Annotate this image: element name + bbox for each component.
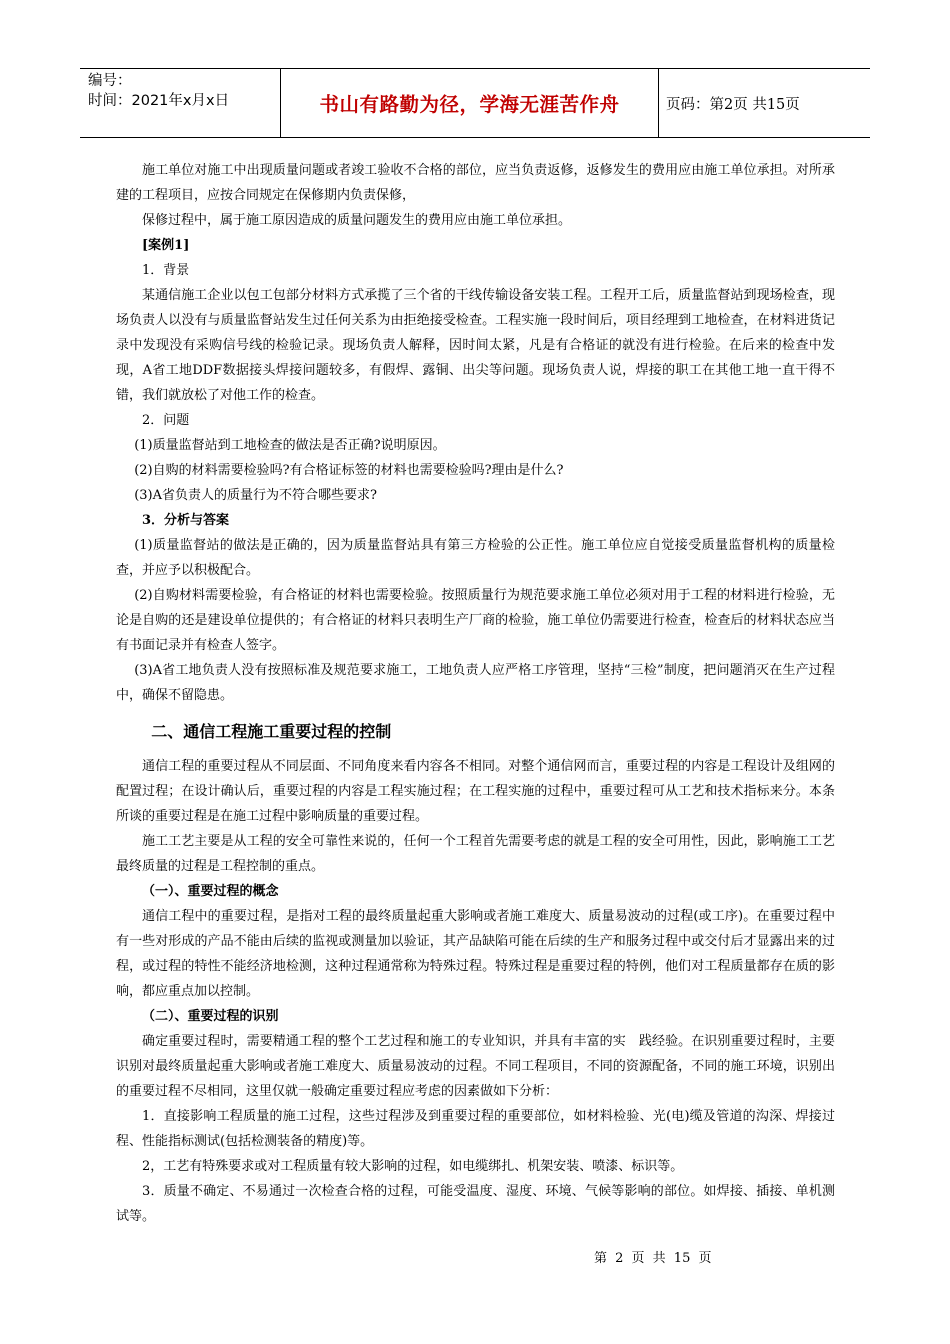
- factor-2: 2，工艺有特殊要求或对工程质量有较大影响的过程，如电缆绑扎、机架安装、喷漆、标识等。: [142, 1159, 684, 1174]
- answer-1: (1)质量监督站的做法是正确的，因为质量监督站具有第三方检验的公正性。施工单位应自觉接受质量监督机构的质量检查，并应予以积极配合。: [116, 538, 835, 578]
- header-page-info: 页码：第2页 共15页: [666, 96, 800, 113]
- page-header: [80, 68, 870, 138]
- question-title: 2．问题: [142, 413, 190, 428]
- background-title: 1．背景: [142, 263, 190, 278]
- section-title: 二、通信工程施工重要过程的控制: [151, 722, 392, 741]
- subsection-text-2: 确定重要过程时，需要精通工程的整个工艺过程和施工的专业知识，并具有丰富的实 践经验。在识别重要过程时，主要识别对最终质量起重大影响或者施工难度大、质量易波动的过程。不同工程项目，不同的资源配备，不同的施工环境，识别出的重要过程不尽相同，这里仅就一般确定重要过程应考虑的因素做如下分析：: [116, 1034, 835, 1099]
- factor-3: 3．质量不确定、不易通过一次检查合格的过程，可能受温度、湿度、环境、气候等影响的部位。如焊接、插接、单机测试等。: [116, 1184, 835, 1224]
- case-title: [案例1]: [142, 238, 190, 253]
- background-text: 某通信施工企业以包工包部分材料方式承揽了三个省的干线传输设备安装工程。工程开工后，质量监督站到现场检查，现场负责人以没有与质量监督站发生过任何关系为由拒绝接受检查。工程实施一段时间后，项目经理到工地检查，在材料进货记录中发现没有采购信号线的检验记录。现场负责人解释，因时间太紧，凡是有合格证的就没有进行检验。在后来的检查中发现，A省工地DDF数据接头焊接问题较多，有假焊、露铜、出尖等问题。现场负责人说，焊接的职工在其他工地一直干得不错，我们就放松了对他工作的检查。: [116, 288, 835, 403]
- factor-1: 1．直接影响工程质量的施工过程，这些过程涉及到重要过程的重要部位，如材料检验、光(电)缆及管道的沟深、焊接过程、性能指标测试(包括检测装备的精度)等。: [116, 1109, 835, 1149]
- answer-title: 3．分析与答案: [142, 513, 230, 528]
- paragraph: 施工单位对施工中出现质量问题或者竣工验收不合格的部位，应当负责返修，返修发生的费用应由施工单位承担。对所承建的工程项目，应按合同规定在保修期内负责保修，: [116, 163, 835, 203]
- subsection-title-2: （二）、重要过程的识别: [142, 1009, 279, 1024]
- question-3: (3)A省负责人的质量行为不符合哪些要求?: [134, 488, 377, 503]
- page-footer: 第 2 页 共 15 页: [594, 1251, 712, 1266]
- subsection-title-1: （一）、重要过程的概念: [142, 884, 279, 899]
- question-1: (1)质量监督站到工地检查的做法是否正确?说明原因。: [134, 438, 446, 453]
- header-meta-cell: [80, 69, 281, 137]
- header-motto: 书山有路勤为径，学海无涯苦作舟: [281, 69, 659, 137]
- section-paragraph-1: 通信工程的重要过程从不同层面、不同角度来看内容各不相同。对整个通信网而言，重要过程的内容是工程设计及组网的配置过程；在设计确认后，重要过程的内容是工程实施过程；在工程实施的过程中，重要过程可从工艺和技术指标来分。本条所谈的重要过程是在施工过程中影响质量的重要过程。: [116, 759, 835, 824]
- question-2: (2)自购的材料需要检验吗?有合格证标签的材料也需要检验吗?理由是什么?: [134, 463, 564, 478]
- paragraph: 保修过程中，属于施工原因造成的质量问题发生的费用应由施工单位承担。: [142, 213, 572, 228]
- time-label: 时间：2021年x月x日: [88, 93, 230, 109]
- serial-label: 编号：: [88, 73, 132, 89]
- answer-3: (3)A省工地负责人没有按照标准及规范要求施工，工地负责人应严格工序管理，坚持“三检”制度，把问题消灭在生产过程中，确保不留隐患。: [116, 663, 835, 703]
- answer-2: (2)自购材料需要检验，有合格证的材料也需要检验。按照质量行为规范要求施工单位必须对用于工程的材料进行检验，无论是自购的还是建设单位提供的；有合格证的材料只表明生产厂商的检验，施工单位仍需要进行检查，检查后的材料状态应当有书面记录并有检查人签字。: [116, 588, 835, 653]
- subsection-text-1: 通信工程中的重要过程，是指对工程的最终质量起重大影响或者施工难度大、质量易波动的过程(或工序)。在重要过程中有一些对形成的产品不能由后续的监视或测量加以验证，其产品缺陷可能在后续的生产和服务过程中或交付后才显露出来的过程，或过程的特性不能经济地检测，这种过程通常称为特殊过程。特殊过程是重要过程的特例，他们对工程质量都存在质的影响，都应重点加以控制。: [116, 909, 835, 999]
- document-body: [116, 158, 835, 1229]
- section-paragraph-2: 施工工艺主要是从工程的安全可靠性来说的，任何一个工程首先需要考虑的就是工程的安全可用性，因此，影响施工工艺最终质量的过程是工程控制的重点。: [116, 834, 835, 874]
